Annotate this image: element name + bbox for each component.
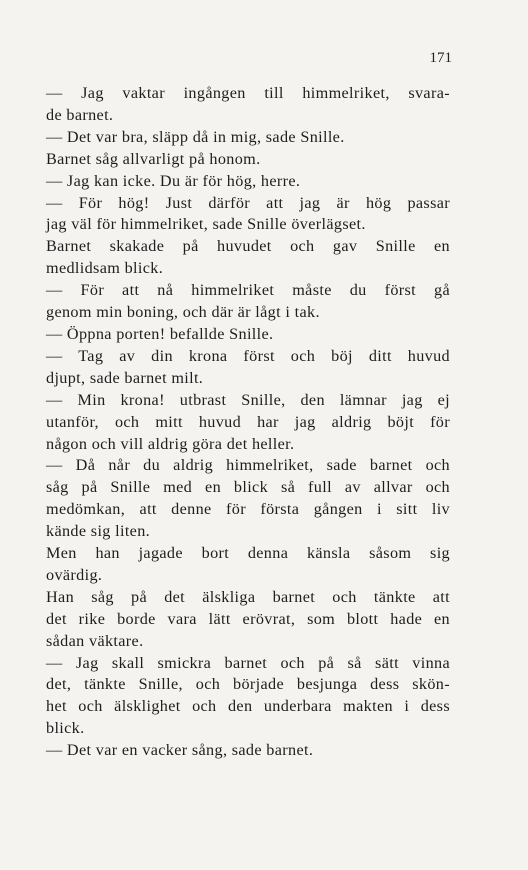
text-line: sådan väktare.	[46, 631, 144, 650]
text-line: det, tänkte Snille, och började besjunga dess skön-	[46, 675, 450, 694]
text-line: — Det var en vacker sång, sade barnet.	[46, 741, 314, 760]
text-line: blick.	[46, 719, 85, 738]
text-line: jag väl för himmelriket, sade Snille överlägset.	[46, 215, 366, 234]
text-line: — Jag skall smickra barnet och på så sätt vinna	[46, 653, 450, 672]
text-line: het och älsklighet och den underbara makten i dess	[46, 697, 450, 716]
text-line: — Då når du aldrig himmelriket, sade barnet och	[46, 456, 450, 475]
text-line: — Tag av din krona först och böj ditt huvud	[46, 346, 450, 365]
text-line: — För att nå himmelriket måste du först gå	[46, 281, 450, 300]
body-text	[46, 83, 450, 762]
text-line: — Jag vaktar ingången till himmelriket, svara-	[46, 84, 450, 102]
text-line: de barnet.	[46, 105, 114, 124]
text-line: utanför, och mitt huvud har jag aldrig böjt för	[46, 412, 450, 431]
text-line: ovärdig.	[46, 565, 103, 584]
text-line: någon och vill aldrig göra det heller.	[46, 434, 295, 453]
text-line: Barnet skakade på huvudet och gav Snille en	[46, 237, 450, 256]
text-line: — Det var bra, släpp då in mig, sade Snille.	[46, 127, 345, 146]
text-line: — Öppna porten! befallde Snille.	[46, 324, 274, 343]
text-line: — För hög! Just därför att jag är hög passar	[46, 193, 450, 212]
page-number: 171	[429, 50, 452, 66]
text-line: såg på Snille med en blick så full av allvar och	[46, 478, 450, 497]
text-line: medömkan, att denne för första gången i sitt liv	[46, 500, 450, 519]
text-line: genom min boning, och där är lågt i tak.	[46, 303, 320, 322]
text-line: djupt, sade barnet milt.	[46, 368, 204, 387]
text-line: Men han jagade bort denna känsla såsom sig	[46, 544, 450, 563]
text-line: medlidsam blick.	[46, 259, 164, 278]
text-line: Han såg på det älskliga barnet och tänkte att	[46, 587, 450, 606]
text-line: — Min krona! utbrast Snille, den lämnar jag ej	[46, 390, 450, 409]
text-line: det rike borde vara lätt erövrat, som blott hade en	[46, 609, 450, 628]
text-line: — Jag kan icke. Du är för hög, herre.	[46, 171, 301, 190]
text-line: Barnet såg allvarligt på honom.	[46, 149, 261, 168]
text-line: kände sig liten.	[46, 522, 151, 541]
